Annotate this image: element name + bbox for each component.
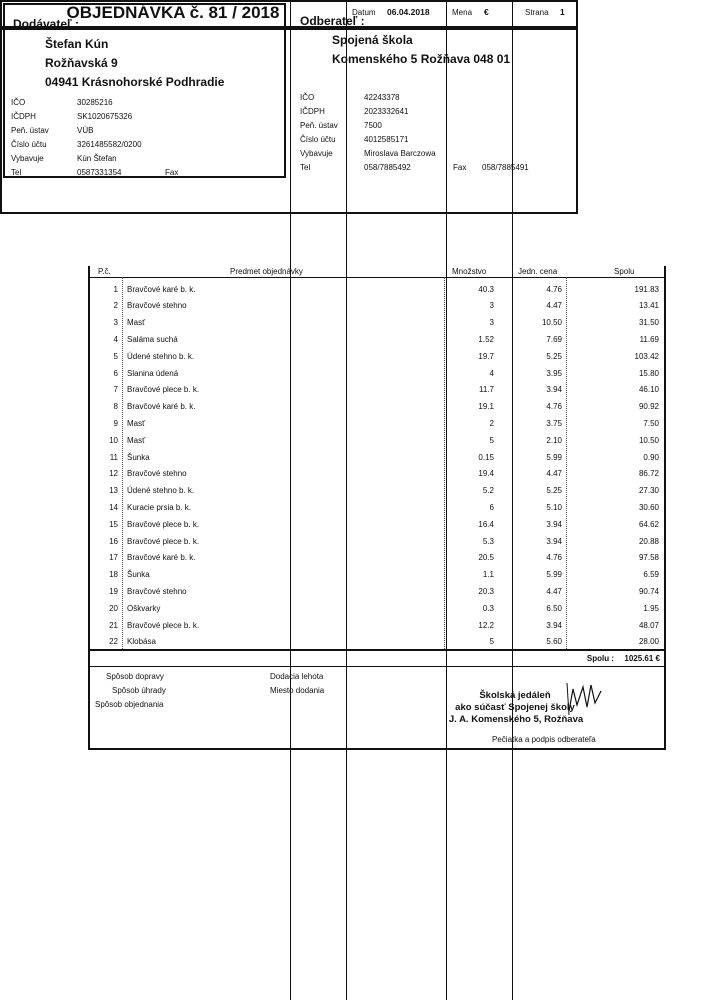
row-total: 15.80 <box>638 368 659 378</box>
supplier-field-value: SK1020675326 <box>77 112 133 121</box>
stamp-line-3: J. A. Komenského 5, Rožňava <box>448 714 584 725</box>
items-table <box>88 266 666 649</box>
row-unit-price: 3.94 <box>546 536 562 546</box>
row-quantity: 20.3 <box>478 586 494 596</box>
row-number: 12 <box>109 469 118 479</box>
row-quantity: 1.52 <box>478 334 494 344</box>
row-total: 11.69 <box>639 334 659 344</box>
customer-field-label: Vybavuje <box>300 149 333 158</box>
table-row <box>90 449 664 466</box>
row-quantity: 19.4 <box>478 469 494 479</box>
supplier-field-value: 0587331354 <box>77 168 122 177</box>
row-total: 31.50 <box>638 318 659 328</box>
row-number: 8 <box>113 402 118 412</box>
supplier-field-value: VÚB <box>77 126 94 135</box>
order-footer <box>88 667 666 750</box>
party-block <box>0 14 578 214</box>
row-number: 4 <box>113 334 118 344</box>
row-quantity: 4 <box>489 368 494 378</box>
supplier-field-value: Kún Štefan <box>77 154 117 163</box>
row-unit-price: 7.69 <box>546 334 562 344</box>
stamp-line-2: ako súčasť Spojenej školy <box>455 702 575 713</box>
col-header-qty: Množstvo <box>452 267 487 276</box>
supplier-field-value: 30285216 <box>77 98 113 107</box>
customer-field-label: Tel <box>300 163 311 172</box>
customer-field-value: 2023332641 <box>364 107 409 116</box>
row-quantity: 11.7 <box>479 385 494 395</box>
row-unit-price: 4.47 <box>546 469 562 479</box>
row-quantity: 1.1 <box>482 570 494 580</box>
row-quantity: 0.3 <box>482 603 494 613</box>
row-total: 90.74 <box>638 586 659 596</box>
row-unit-price: 5.60 <box>546 637 562 647</box>
table-row <box>90 583 664 600</box>
customer-field-value: 058/7885492 <box>364 163 411 172</box>
supplier-field-label: Vybavuje <box>11 154 44 163</box>
payment-label: Spôsob úhrady <box>112 686 166 695</box>
row-quantity: 0.15 <box>478 452 494 462</box>
row-unit-price: 4.47 <box>546 301 562 311</box>
stamp-line-1: Školská jedáleň <box>479 690 551 701</box>
row-quantity: 20.5 <box>478 553 494 563</box>
row-unit-price: 4.76 <box>546 284 562 294</box>
row-item-name: Bravčové plece b. k. <box>127 519 200 529</box>
row-unit-price: 4.76 <box>546 402 562 412</box>
col-header-price: Jedn. cena <box>518 267 558 276</box>
row-item-name: Bravčové plece b. k. <box>127 620 200 630</box>
supplier-box <box>3 3 286 178</box>
row-quantity: 16.4 <box>478 519 494 529</box>
row-item-name: Bravčové karé b. k. <box>127 553 196 563</box>
row-unit-price: 3.94 <box>546 385 562 395</box>
customer-field-label: Peň. ústav <box>300 121 338 130</box>
currency-label: Mena <box>452 8 473 17</box>
col-header-total: Spolu <box>614 267 635 276</box>
table-row <box>90 549 664 566</box>
row-number: 18 <box>109 570 118 580</box>
table-row <box>90 415 664 432</box>
row-unit-price: 6.50 <box>546 603 562 613</box>
row-unit-price: 3.94 <box>546 519 562 529</box>
row-item-name: Bravčové karé b. k. <box>127 284 196 294</box>
row-number: 3 <box>113 318 118 328</box>
signature <box>565 681 605 717</box>
table-header-line <box>90 277 664 278</box>
row-number: 1 <box>113 284 118 294</box>
row-unit-price: 5.25 <box>546 351 562 361</box>
col-header-item: Predmet objednávky <box>230 267 303 276</box>
row-total: 46.10 <box>638 385 659 395</box>
supplier-heading: Dodávateľ : <box>13 17 79 31</box>
row-item-name: Bravčové karé b. k. <box>127 402 196 412</box>
total-label: Spolu : <box>586 654 614 663</box>
row-quantity: 40.3 <box>478 284 494 294</box>
row-item-name: Oškvarky <box>127 603 161 613</box>
table-row <box>90 516 664 533</box>
total-bar <box>88 649 666 667</box>
row-quantity: 12.2 <box>478 620 494 630</box>
row-quantity: 5.3 <box>482 536 494 546</box>
customer-field-value: 4012585171 <box>364 135 409 144</box>
customer-fax-value: 058/7885491 <box>482 163 529 172</box>
row-number: 7 <box>113 385 118 395</box>
supplier-field-label: Peň. ústav <box>11 126 49 135</box>
table-row <box>90 465 664 482</box>
row-quantity: 19.7 <box>478 351 494 361</box>
row-total: 13.41 <box>638 301 659 311</box>
row-item-name: Klobása <box>127 637 156 647</box>
row-item-name: Kuracie prsia b. k. <box>127 502 192 512</box>
row-unit-price: 5.25 <box>546 486 562 496</box>
total-value: 1025.61 € <box>624 654 660 663</box>
customer-fax-label: Fax <box>453 163 467 172</box>
order-title: OBJEDNÁVKA č. 81 / 2018 <box>66 3 280 22</box>
row-total: 1.95 <box>643 603 659 613</box>
row-quantity: 19.1 <box>478 402 494 412</box>
row-item-name: Masť <box>127 318 146 328</box>
row-number: 9 <box>113 418 118 428</box>
delivery-place-label: Miesto dodania <box>270 686 325 695</box>
row-total: 28.00 <box>638 637 659 647</box>
date-value: 06.04.2018 <box>387 7 430 17</box>
row-total: 0.90 <box>643 452 659 462</box>
table-row <box>90 297 664 314</box>
row-item-name: Údené stehno b. k. <box>127 351 195 361</box>
row-number: 19 <box>109 586 118 596</box>
row-number: 11 <box>109 452 118 462</box>
table-row <box>90 432 664 449</box>
customer-field-value: 42243378 <box>364 93 400 102</box>
table-row <box>90 314 664 331</box>
row-unit-price: 5.10 <box>546 502 562 512</box>
row-number: 17 <box>109 553 118 563</box>
supplier-field-label: Číslo účtu <box>11 140 47 149</box>
table-row <box>90 331 664 348</box>
row-total: 10.50 <box>638 435 659 445</box>
row-item-name: Masť <box>127 418 146 428</box>
row-quantity: 2 <box>489 418 494 428</box>
row-quantity: 3 <box>489 301 494 311</box>
row-item-name: Bravčové stehno <box>127 586 187 596</box>
row-unit-price: 4.76 <box>546 553 562 563</box>
customer-field-label: IČDPH <box>300 107 325 116</box>
row-number: 5 <box>113 351 118 361</box>
customer-address: Komenského 5 Rožňava 048 01 <box>332 52 511 66</box>
currency-value: € <box>484 7 489 17</box>
row-number: 16 <box>109 536 118 546</box>
row-total: 86.72 <box>638 469 659 479</box>
row-number: 13 <box>109 486 118 496</box>
table-row <box>90 499 664 516</box>
row-unit-price: 10.50 <box>541 318 562 328</box>
row-item-name: Bravčové plece b. k. <box>127 385 200 395</box>
supplier-field-label: IČO <box>11 98 26 107</box>
row-number: 15 <box>109 519 118 529</box>
col-header-no: P.č. <box>98 267 111 276</box>
row-total: 64.62 <box>638 519 659 529</box>
row-total: 20.88 <box>638 536 659 546</box>
row-item-name: Údené stehno b. k. <box>127 486 195 496</box>
customer-field-value: 7500 <box>364 121 382 130</box>
row-total: 27.30 <box>638 486 659 496</box>
row-number: 10 <box>109 435 118 445</box>
row-number: 20 <box>109 603 118 613</box>
row-total: 48.07 <box>638 620 659 630</box>
supplier-name: Štefan Kún <box>45 37 109 51</box>
table-row <box>90 348 664 365</box>
customer-heading: Odberateľ : <box>300 14 365 28</box>
supplier-field-label: Tel <box>11 168 22 177</box>
row-number: 22 <box>109 637 118 647</box>
customer-field-label: Číslo účtu <box>300 135 336 144</box>
row-item-name: Šunka <box>127 452 150 462</box>
row-item-name: Masť <box>127 435 146 445</box>
transport-label: Spôsob dopravy <box>106 672 164 681</box>
delivery-deadline-label: Dodacia lehota <box>270 672 324 681</box>
supplier-fax-label: Fax <box>165 168 179 177</box>
row-quantity: 5 <box>489 637 494 647</box>
supplier-city: 04941 Krásnohorské Podhradie <box>45 75 225 89</box>
row-item-name: Bravčové plece b. k. <box>127 536 200 546</box>
row-number: 14 <box>109 502 118 512</box>
row-quantity: 5.2 <box>482 486 494 496</box>
row-unit-price: 2.10 <box>546 435 562 445</box>
row-quantity: 6 <box>489 502 494 512</box>
table-row <box>90 365 664 382</box>
row-total: 90.92 <box>638 402 659 412</box>
table-row <box>90 281 664 298</box>
table-row <box>90 398 664 415</box>
table-row <box>90 482 664 499</box>
table-row <box>90 600 664 617</box>
table-row <box>90 617 664 634</box>
page-label: Strana <box>525 8 549 17</box>
row-unit-price: 5.99 <box>546 570 562 580</box>
row-quantity: 3 <box>489 318 494 328</box>
row-unit-price: 5.99 <box>546 452 562 462</box>
row-item-name: Slanina údená <box>127 368 179 378</box>
row-item-name: Saláma suchá <box>127 334 178 344</box>
row-item-name: Bravčové stehno <box>127 301 187 311</box>
customer-field-label: IČO <box>300 93 315 102</box>
row-unit-price: 3.95 <box>546 368 562 378</box>
signature-label: Pečiatka a podpis odberateľa <box>492 735 596 744</box>
row-number: 2 <box>113 301 118 311</box>
supplier-field-value: 3261485582/0200 <box>77 140 142 149</box>
supplier-field-label: IČDPH <box>11 112 36 121</box>
row-total: 97.58 <box>638 553 659 563</box>
row-item-name: Bravčové stehno <box>127 469 187 479</box>
row-total: 6.59 <box>643 570 659 580</box>
table-row <box>90 381 664 398</box>
row-total: 191.83 <box>634 284 659 294</box>
row-number: 6 <box>113 368 118 378</box>
row-item-name: Šunka <box>127 570 150 580</box>
row-unit-price: 4.47 <box>546 586 562 596</box>
row-unit-price: 3.75 <box>546 418 562 428</box>
supplier-street: Rožňavská 9 <box>45 56 118 70</box>
row-unit-price: 3.94 <box>546 620 562 630</box>
row-total: 7.50 <box>643 418 659 428</box>
row-number: 21 <box>109 620 118 630</box>
row-quantity: 5 <box>489 435 494 445</box>
table-row <box>90 633 664 650</box>
table-row <box>90 533 664 550</box>
customer-name: Spojená škola <box>332 33 413 47</box>
order-method-label: Spôsob objednania <box>95 700 164 709</box>
page-value: 1 <box>560 7 565 17</box>
customer-field-value: Miroslava Barczowa <box>364 149 436 158</box>
table-row <box>90 566 664 583</box>
row-total: 30.60 <box>638 502 659 512</box>
row-total: 103.42 <box>634 351 659 361</box>
date-label: Datum <box>352 8 376 17</box>
